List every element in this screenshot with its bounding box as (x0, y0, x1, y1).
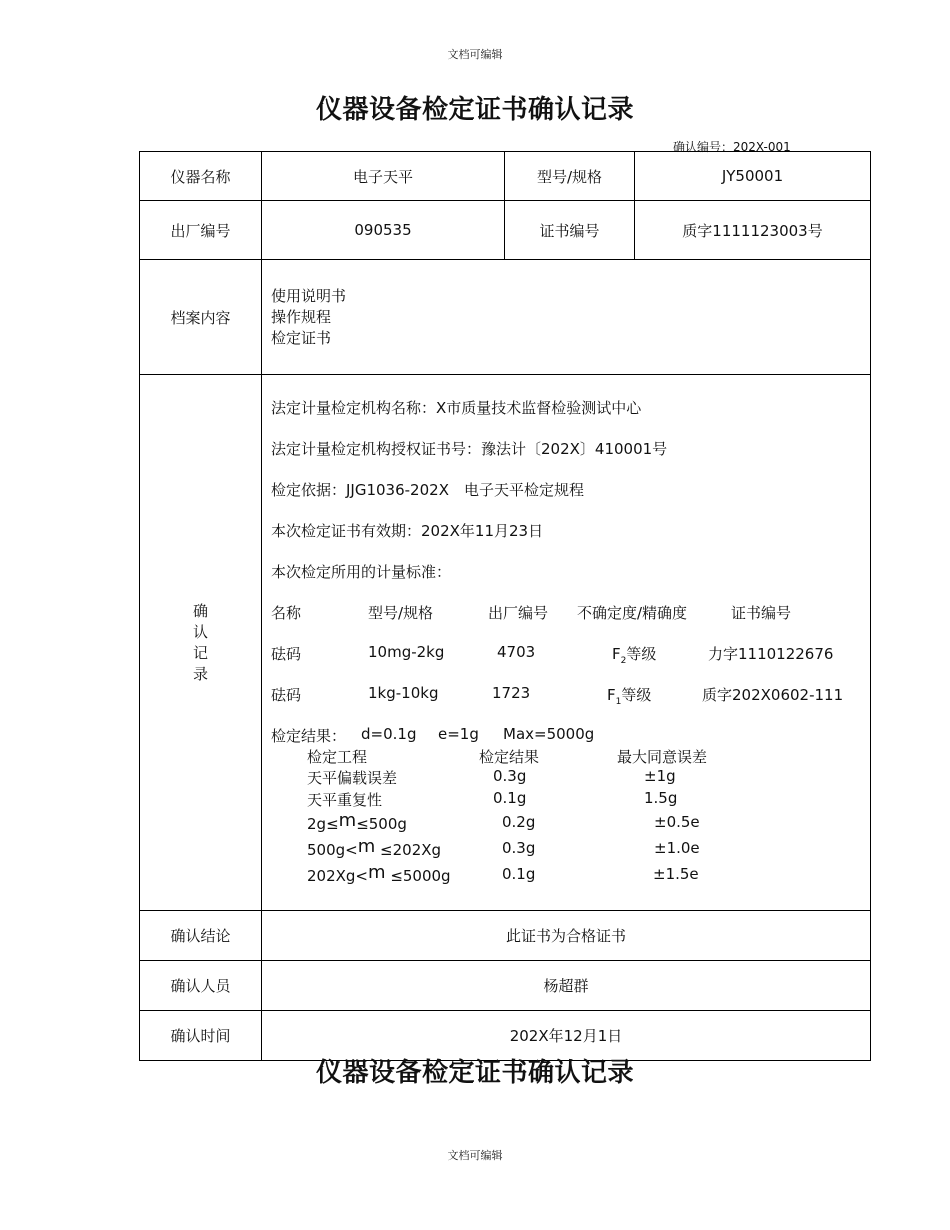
result-max: Max=5000g (503, 725, 595, 743)
std-header-cert: 证书编号 (731, 604, 792, 622)
res-row4-max: ±1.0e (654, 839, 700, 857)
cert-no-value: 质字1111123003号 (635, 201, 871, 260)
model-label: 型号/规格 (505, 152, 635, 201)
std-row2-serial: 1723 (492, 684, 531, 702)
record-label: 确 认 记 录 (192, 601, 208, 683)
result-d: d=0.1g (361, 725, 417, 743)
res-row2-max: 1.5g (644, 789, 678, 807)
conclusion-value: 此证书为合格证书 (262, 911, 871, 961)
res-row4-item: 500g<m ≤202Xg (307, 836, 442, 859)
std-row2-grade: $F_1$等级 (607, 686, 652, 707)
archive-item: 使用说明书 (271, 286, 347, 305)
person-label: 确认人员 (140, 961, 262, 1011)
org-name: 法定计量检定机构名称：X市质量技术监督检验测试中心 (271, 399, 642, 417)
header-note: 文档可编辑 (447, 48, 503, 61)
archive-contents (262, 260, 871, 375)
confirm-number: 确认编号：202X-001 (673, 140, 791, 154)
std-row1-serial: 4703 (497, 643, 536, 661)
record-table (139, 151, 871, 1061)
res-row4-result: 0.3g (502, 839, 536, 857)
res-header-item: 检定工程 (307, 748, 368, 766)
table-row (140, 201, 871, 260)
std-header-accuracy: 不确定度/精确度 (577, 604, 688, 622)
archive-label: 档案内容 (140, 260, 262, 375)
page-title-repeat: 仪器设备检定证书确认记录 (315, 1058, 634, 1088)
result-prefix: 检定结果： (271, 727, 347, 745)
conclusion-label: 确认结论 (140, 911, 262, 961)
serial-value: 090535 (262, 201, 505, 260)
table-row (140, 911, 871, 961)
serial-label: 出厂编号 (140, 201, 262, 260)
page-title: 仪器设备检定证书确认记录 (315, 95, 634, 125)
standards-title: 本次检定所用的计量标准： (271, 563, 452, 581)
instrument-name-value: 电子天平 (262, 152, 505, 201)
std-row2-model: 1kg-10kg (368, 684, 439, 702)
table-row (140, 375, 871, 911)
res-row5-max: ±1.5e (653, 865, 699, 883)
res-row3-max: ±0.5e (654, 813, 700, 831)
std-header-name: 名称 (271, 604, 302, 622)
std-row1-cert: 力字1110122676 (708, 645, 834, 663)
person-value: 杨超群 (262, 961, 871, 1011)
std-header-serial: 出厂编号 (488, 604, 549, 622)
res-header-result: 检定结果 (479, 748, 540, 766)
std-row1-grade: $F_2$等级 (612, 645, 657, 666)
table-row (140, 260, 871, 375)
std-header-model: 型号/规格 (368, 604, 434, 622)
res-header-max: 最大同意误差 (617, 748, 708, 766)
res-row3-item: 2g≤m≤500g (307, 810, 407, 833)
res-row5-item: 202Xg<m ≤5000g (307, 862, 451, 885)
archive-item: 检定证书 (271, 328, 332, 347)
auth-cert: 法定计量检定机构授权证书号：豫法计〔202X〕410001号 (271, 440, 668, 458)
footer-note: 文档可编辑 (447, 1149, 503, 1162)
std-row1-model: 10mg-2kg (368, 643, 445, 661)
res-row1-result: 0.3g (493, 767, 527, 785)
res-row2-result: 0.1g (493, 789, 527, 807)
time-value: 202X年12月1日 (262, 1011, 871, 1061)
table-row (140, 152, 871, 201)
res-row3-result: 0.2g (502, 813, 536, 831)
res-row5-result: 0.1g (502, 865, 536, 883)
std-row1-name: 砝码 (271, 645, 302, 663)
validity: 本次检定证书有效期：202X年11月23日 (271, 522, 544, 540)
record-content (262, 375, 871, 911)
instrument-name-label: 仪器名称 (140, 152, 262, 201)
res-row2-item: 天平重复性 (307, 791, 383, 809)
std-row2-name: 砝码 (271, 686, 302, 704)
record-label-cell (140, 375, 262, 911)
res-row1-item: 天平偏载误差 (307, 769, 398, 787)
std-row2-cert: 质字202X0602-111 (702, 686, 844, 704)
table-row (140, 961, 871, 1011)
result-e: e=1g (438, 725, 479, 743)
time-label: 确认时间 (140, 1011, 262, 1061)
cert-no-label: 证书编号 (505, 201, 635, 260)
verification-basis: 检定依据：JJG1036-202X 电子天平检定规程 (271, 481, 584, 499)
archive-item: 操作规程 (271, 307, 332, 326)
res-row1-max: ±1g (644, 767, 676, 785)
model-value: JY50001 (635, 152, 871, 201)
